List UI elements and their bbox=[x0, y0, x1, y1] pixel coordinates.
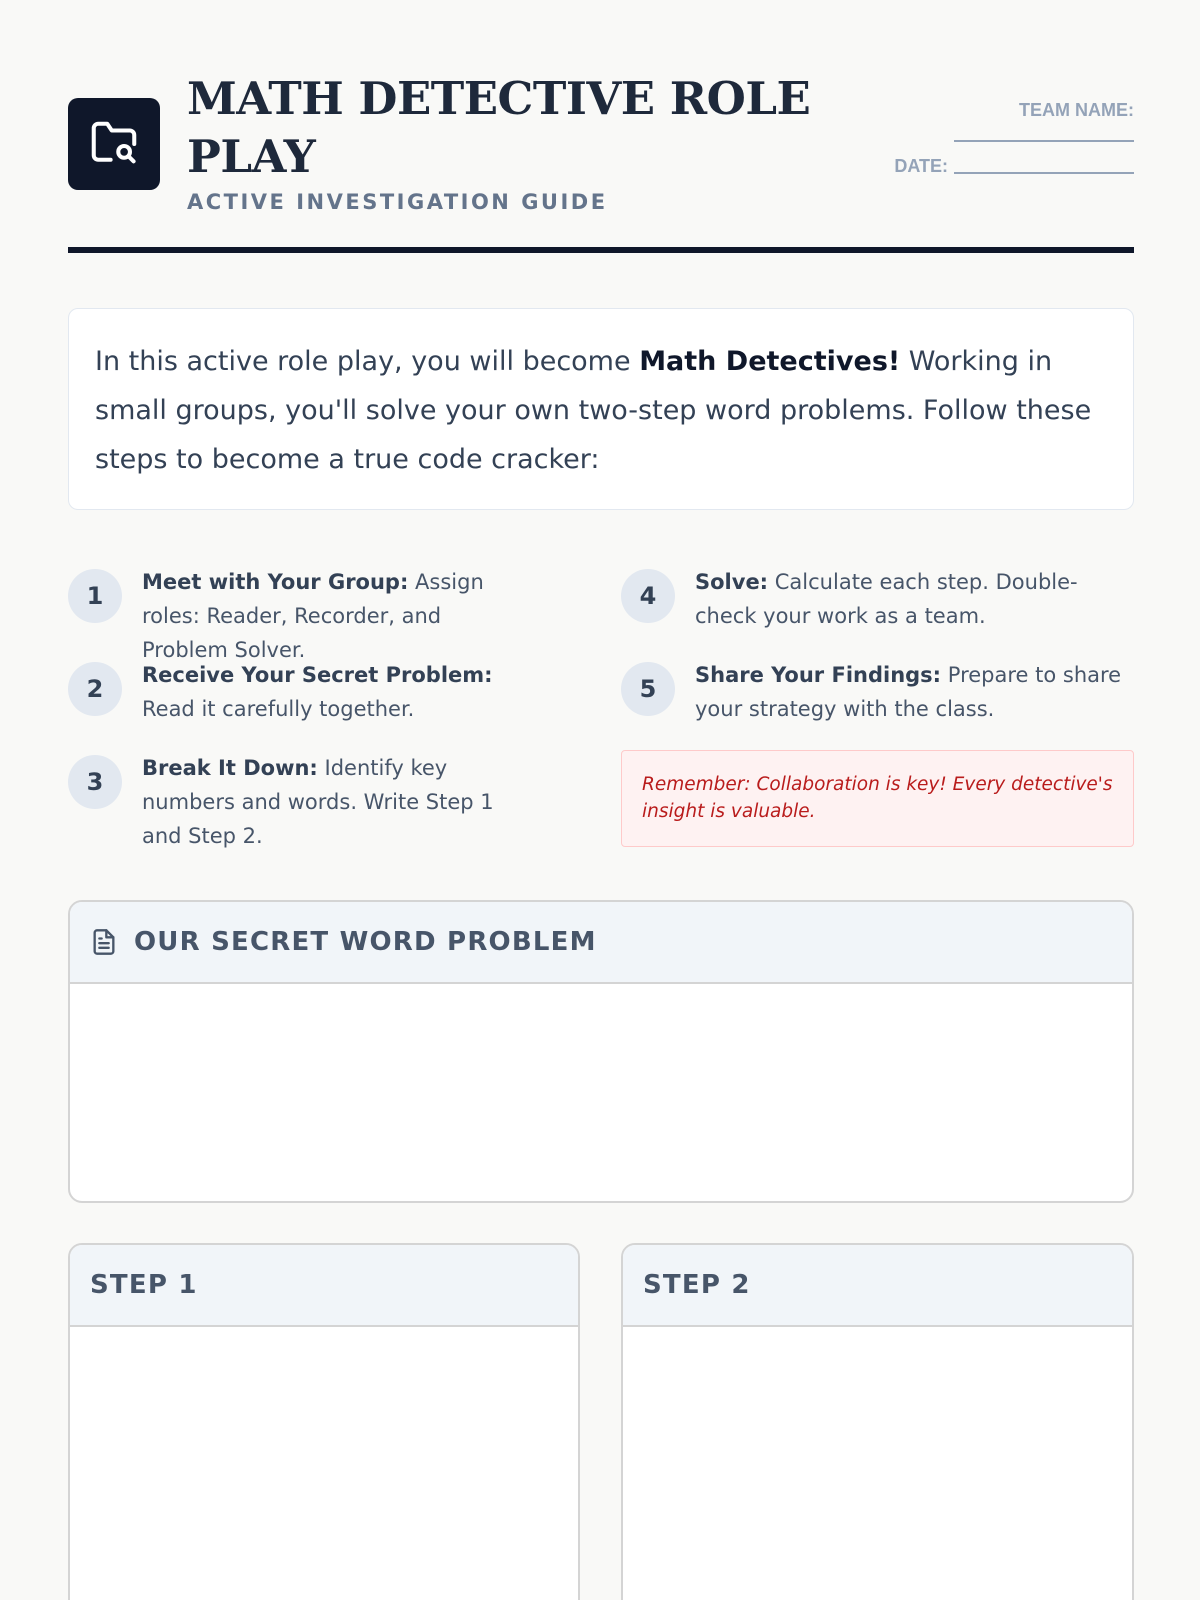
step2-title: STEP 2 bbox=[643, 1270, 751, 1300]
step2-panel bbox=[621, 1243, 1134, 1600]
step-text bbox=[695, 565, 1134, 633]
step-item-2 bbox=[68, 658, 528, 726]
step-text bbox=[142, 658, 528, 726]
word-problem-panel bbox=[68, 900, 1134, 1203]
step-number: 2 bbox=[68, 662, 122, 716]
date-label: DATE: bbox=[894, 156, 948, 176]
step-title: Meet with Your Group: bbox=[142, 570, 409, 594]
step1-title: STEP 1 bbox=[90, 1270, 198, 1300]
step-title: Receive Your Secret Problem: bbox=[142, 663, 493, 687]
intro-text-before: In this active role play, you will become bbox=[95, 346, 640, 377]
step-number: 4 bbox=[621, 569, 675, 623]
page-title: MATH DETECTIVE ROLE PLAY bbox=[187, 72, 811, 183]
step-description: Read it carefully together. bbox=[142, 697, 415, 721]
step1-header bbox=[70, 1245, 578, 1327]
step-item-1 bbox=[68, 565, 528, 667]
step-item-4 bbox=[621, 565, 1134, 633]
step-description: Identify key numbers and words. Write Step 1 and Step 2. bbox=[142, 756, 494, 848]
step-description: Calculate each step. Double-check your work as a team. bbox=[695, 570, 1078, 628]
worksheet-header bbox=[68, 70, 1134, 250]
step-title: Break It Down: bbox=[142, 756, 318, 780]
step-number: 1 bbox=[68, 569, 122, 623]
step-text bbox=[695, 658, 1134, 726]
folder-search-icon bbox=[68, 98, 160, 190]
step-number: 3 bbox=[68, 755, 122, 809]
step-title: Solve: bbox=[695, 570, 769, 594]
collaboration-reminder: Remember: Collaboration is key! Every detective's insight is valuable. bbox=[621, 750, 1134, 847]
step-text bbox=[142, 565, 528, 667]
team-name-label: TEAM NAME: bbox=[1019, 100, 1134, 120]
intro-text-after: Working in small groups, you'll solve your own two-step word problems. Follow these steps to become a true code cracker: bbox=[95, 346, 1092, 475]
step-description: Prepare to share your strategy with the class. bbox=[695, 663, 1122, 721]
step-title: Share Your Findings: bbox=[695, 663, 942, 687]
meta-fields bbox=[874, 100, 1134, 177]
step2-header bbox=[623, 1245, 1132, 1327]
intro-text-bold: Math Detectives! bbox=[639, 346, 901, 377]
team-name-field[interactable] bbox=[954, 140, 1134, 142]
intro-box bbox=[68, 308, 1134, 510]
step1-work-area[interactable] bbox=[70, 1327, 578, 1600]
word-problem-answer-area[interactable] bbox=[70, 984, 1132, 1201]
step2-work-area[interactable] bbox=[623, 1327, 1132, 1600]
date-field[interactable] bbox=[954, 172, 1134, 174]
document-icon bbox=[90, 926, 118, 958]
step-text bbox=[142, 751, 528, 853]
page-subtitle: ACTIVE INVESTIGATION GUIDE bbox=[187, 190, 608, 214]
word-problem-header bbox=[70, 902, 1132, 984]
step-item-5 bbox=[621, 658, 1134, 726]
step-item-3 bbox=[68, 751, 528, 853]
step1-panel bbox=[68, 1243, 580, 1600]
step-description: Assign roles: Reader, Recorder, and Problem Solver. bbox=[142, 570, 484, 662]
header-divider bbox=[68, 247, 1134, 253]
word-problem-title: OUR SECRET WORD PROBLEM bbox=[134, 927, 597, 957]
step-number: 5 bbox=[621, 662, 675, 716]
